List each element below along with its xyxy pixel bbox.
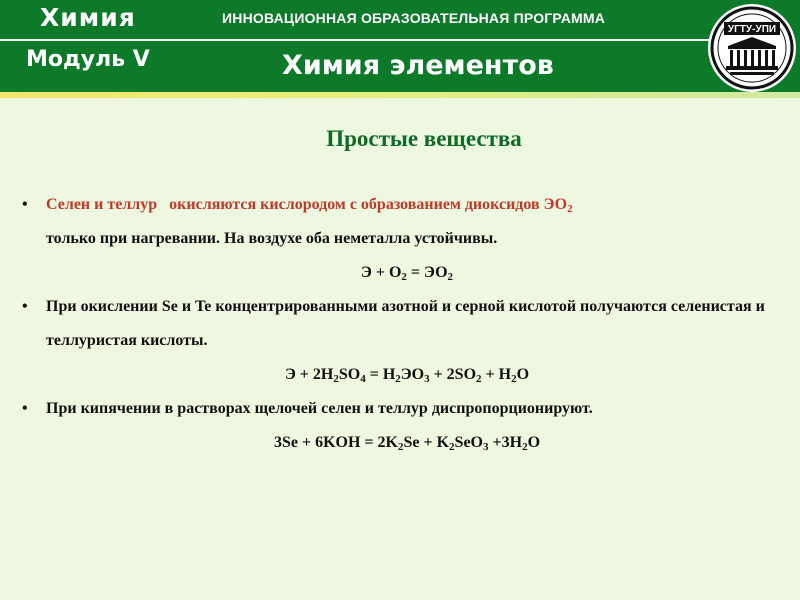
bullet-item-1	[22, 188, 792, 256]
eq-sub: 2	[401, 271, 407, 283]
header-bar	[0, 0, 800, 95]
equation-3	[22, 426, 792, 460]
eq-part: SeO	[454, 434, 483, 451]
bullet-item-3	[22, 392, 792, 426]
eq-sub: 3	[424, 373, 430, 385]
subject-label: Химия	[40, 3, 136, 32]
bullet-icon: •	[22, 196, 28, 213]
header-accent-stripe	[0, 92, 800, 98]
logo-text: УГТУ-УПИ	[727, 24, 777, 35]
eq-sub: 2	[397, 441, 404, 453]
program-label: ИННОВАЦИОННАЯ ОБРАЗОВАТЕЛЬНАЯ ПРОГРАММА	[222, 10, 606, 26]
eq-part: SO	[338, 366, 361, 383]
slide-title: Простые вещества	[326, 126, 522, 151]
eq-part: O	[527, 434, 541, 451]
eq-part: + 2SO	[429, 366, 477, 383]
item2-text: При окислении Se и Te концентрированными азотной и серной кислотой получаются селенистая и теллуристая кислоты.	[46, 298, 765, 349]
eq-sub: 2	[476, 373, 482, 385]
eq-sub: 3	[483, 441, 489, 453]
eq-sub: 2	[449, 441, 455, 453]
eq-sub: 2	[511, 373, 517, 385]
eq-sub: 2	[447, 271, 454, 283]
eq-part: ЭO	[400, 366, 425, 383]
item1-text: только при нагревании. На воздухе оба неметалла устойчивы.	[46, 230, 498, 247]
eq-part: O	[516, 366, 530, 383]
item1-highlight-text: Селен и теллур окисляются кислородом с образованием диоксидов ЭО	[46, 196, 568, 213]
eq-part: + H	[481, 366, 512, 383]
bullet-item-2	[22, 290, 792, 358]
eq-part: Se + K	[403, 434, 450, 451]
slide-content	[22, 188, 792, 460]
eq-part: Э + О	[360, 264, 402, 281]
eq-part: 3Se + 6KOH = 2K	[273, 434, 398, 451]
eq-sub: 2	[522, 441, 528, 453]
eq-sub: 4	[360, 373, 366, 385]
bullet-icon: •	[22, 400, 28, 417]
bullet-icon: •	[22, 298, 28, 315]
eq-sub: 2	[395, 373, 401, 385]
equation-2	[22, 358, 792, 392]
module-label: Модуль V	[26, 47, 150, 72]
header-divider	[0, 39, 710, 41]
course-title: Химия элементов	[282, 50, 554, 81]
eq-part: = ЭО	[406, 264, 448, 281]
eq-part: = H	[365, 366, 396, 383]
eq-part: +3H	[488, 434, 523, 451]
eq-sub: 2	[333, 373, 339, 385]
eq-part: Э + 2H	[284, 366, 334, 383]
item1-highlight-sub: 2	[567, 203, 573, 215]
item1-highlight	[46, 196, 573, 213]
item3-text: При кипячении в растворах щелочей селен и теллур диспропорционируют.	[46, 400, 593, 417]
equation-1	[22, 256, 792, 290]
university-logo-icon	[706, 2, 798, 94]
